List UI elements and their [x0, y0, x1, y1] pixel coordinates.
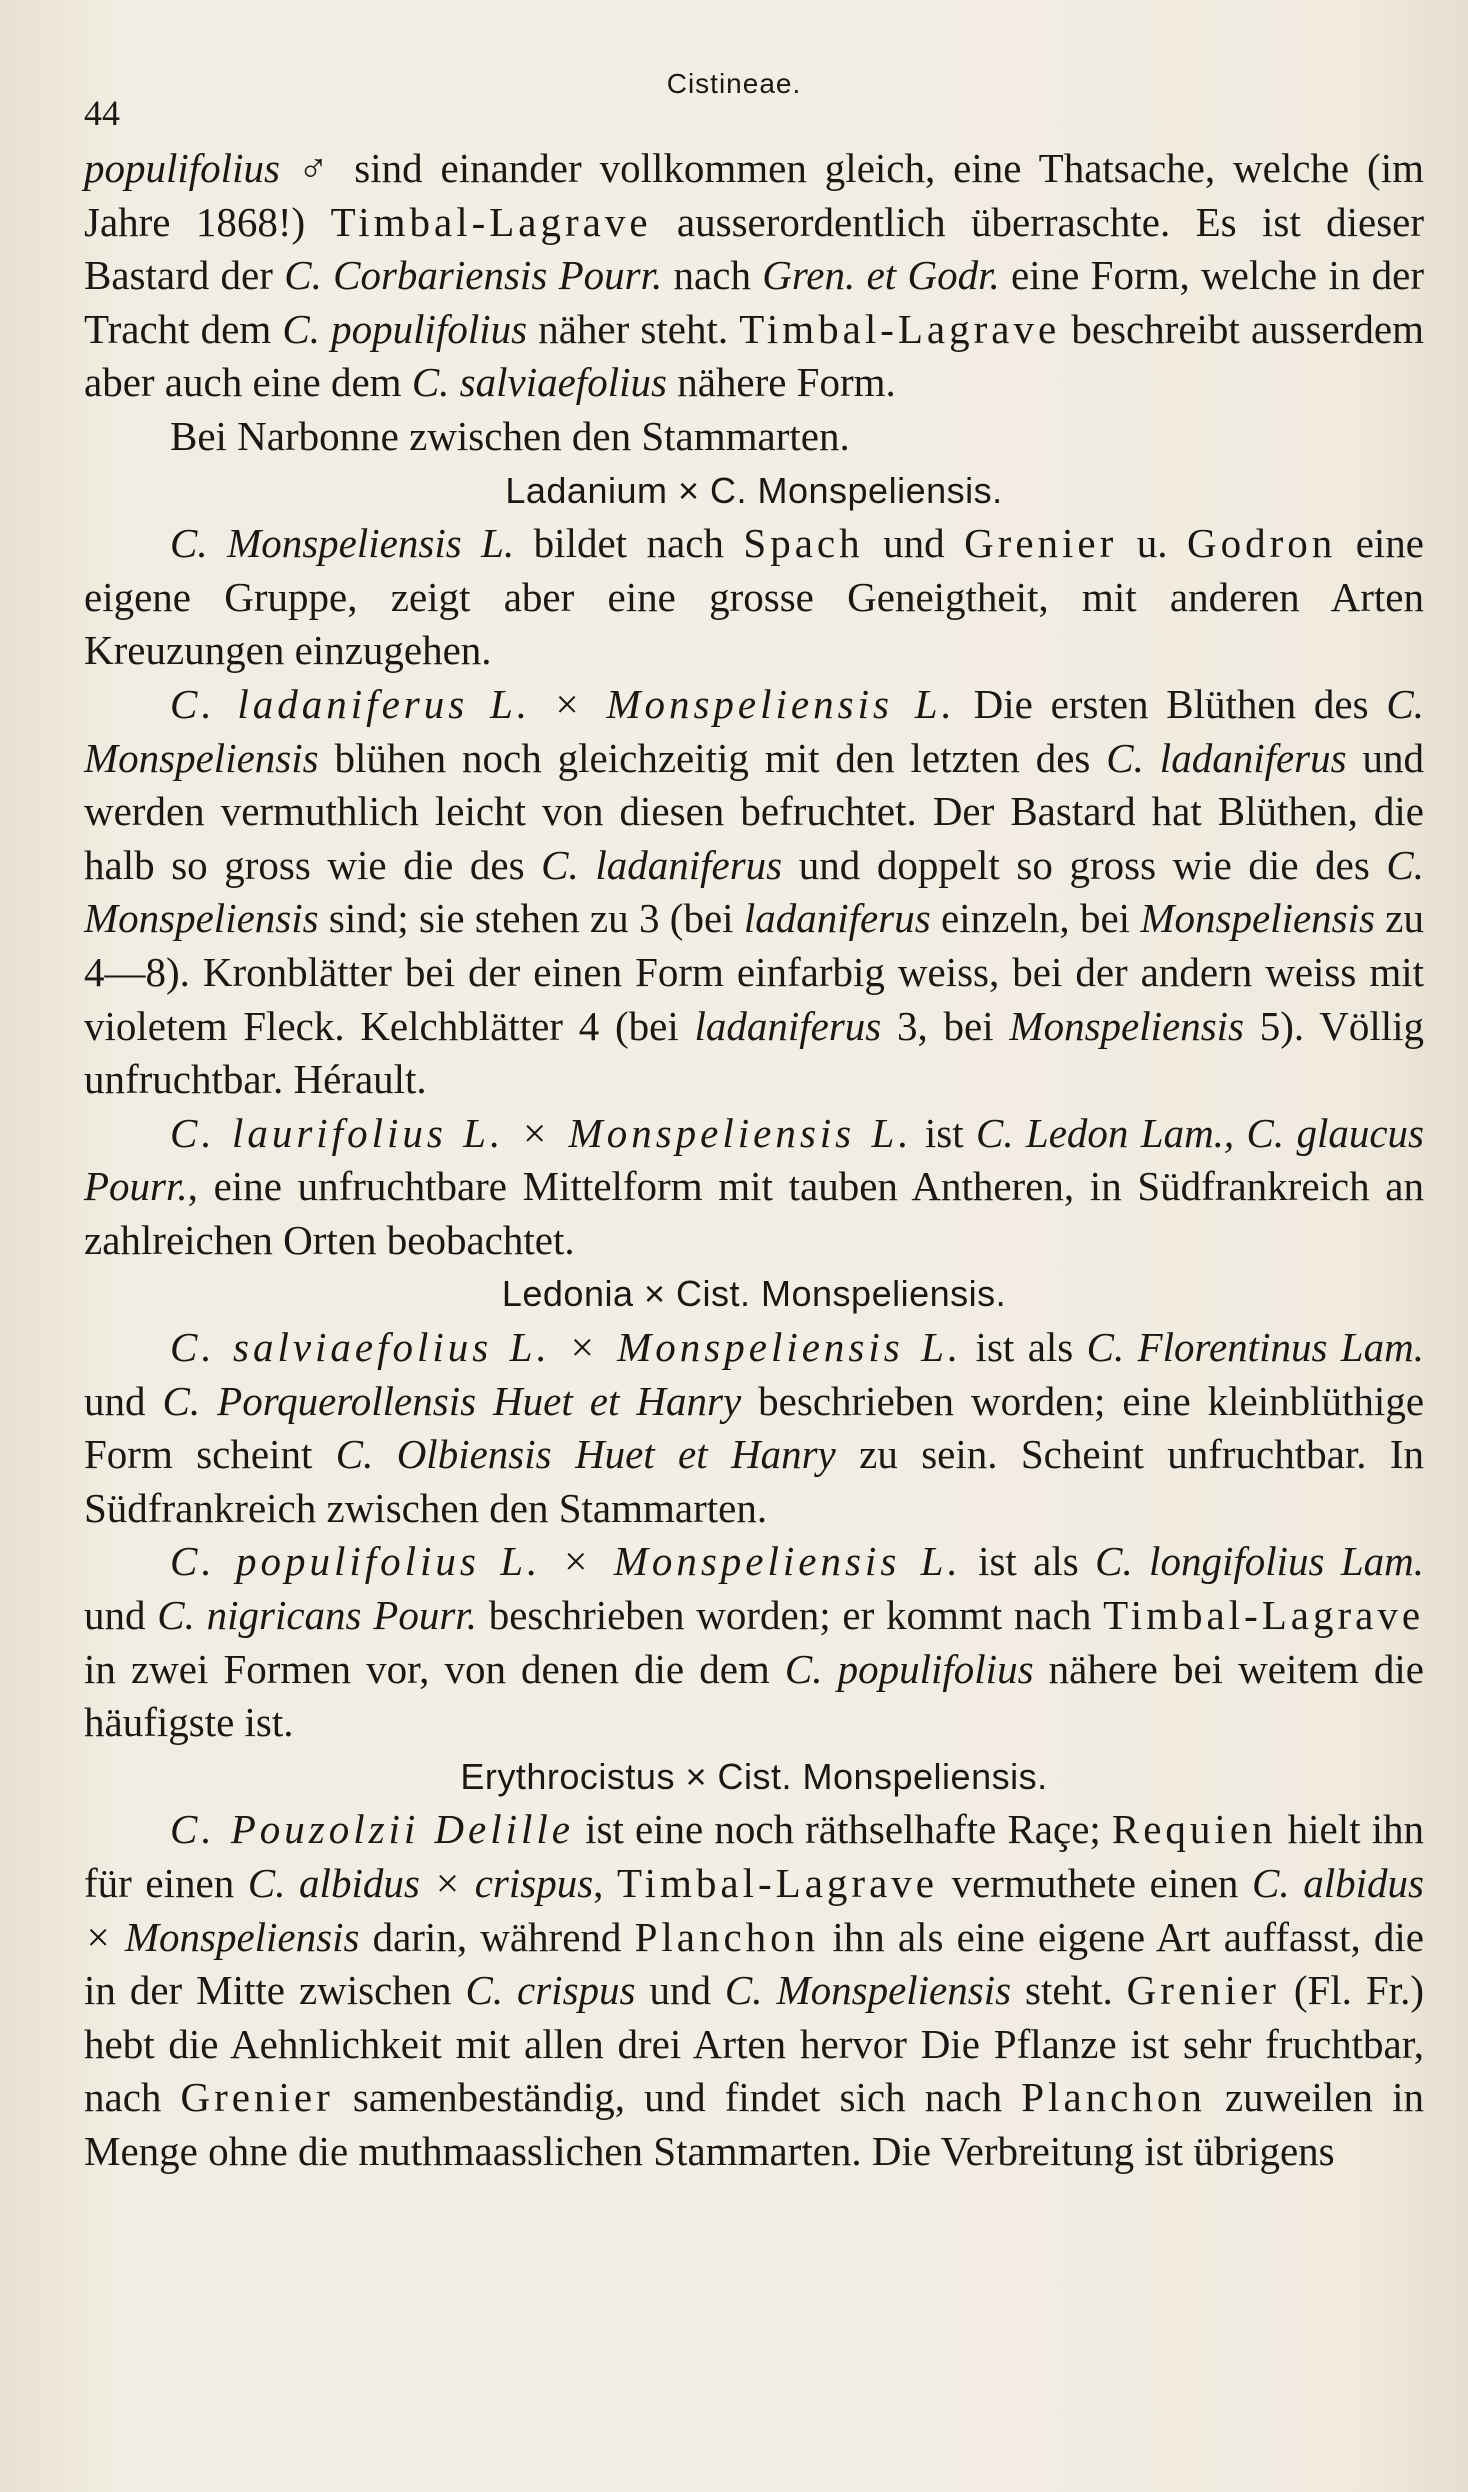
- author-name: Godron: [1186, 520, 1337, 567]
- paragraph-locality: [84, 410, 1424, 464]
- section-heading-ledonia: Ledonia × Cist. Monspeliensis.: [501, 1273, 1007, 1315]
- author-name: Grenier: [180, 2074, 334, 2121]
- paragraph-ladaniferus: [84, 678, 1424, 1107]
- text-run: hielt ihn für einen: [84, 1806, 1424, 1906]
- italic-text: ladaniferus: [743, 895, 931, 942]
- italic-text: C. Monspeliensis: [84, 680, 1424, 781]
- text-run: steht.: [1011, 1967, 1127, 2014]
- italic-text: C. Monspeliensis: [84, 841, 1424, 942]
- italic-text: C. crispus: [465, 1967, 636, 2014]
- author-name: Timbal-Lagrave: [617, 1860, 938, 1906]
- italic-text: C. Porquerollensis Huet et Hanry: [162, 1377, 742, 1424]
- text-run: und: [863, 520, 965, 567]
- paragraph-laurifolius: [84, 1107, 1424, 1268]
- text-run: nähere bei weitem die häufigste ist.: [84, 1645, 1425, 1746]
- section-heading-erythrocistus: Erythrocistus × Cist. Monspeliensis.: [460, 1755, 1048, 1797]
- author-name: Grenier: [964, 520, 1118, 567]
- text-run: ist als: [961, 1538, 1096, 1585]
- italic-text: C. Olbiensis Huet et Hanry: [335, 1431, 836, 1478]
- author-name: Spach: [743, 520, 864, 567]
- text-run: 3, bei: [881, 1002, 1010, 1049]
- author-name: Requien: [1111, 1806, 1277, 1853]
- italic-text: C. ladaniferus: [1106, 734, 1347, 781]
- italic-text: Monspeliensis: [1009, 1002, 1245, 1049]
- paragraph-continuation: [84, 142, 1424, 410]
- author-name: Grenier: [1126, 1967, 1280, 2014]
- text-run: und werden vermuthlich leicht von diesen befruchtet. Der Bastard hat Blüthen, die halb so gross wie die des: [84, 734, 1425, 888]
- italic-text: C. Ledon Lam., C. glaucus Pourr.: [84, 1109, 1425, 1210]
- text-run: ausserordentlich überraschte. Es ist dieser Bastard der: [84, 198, 1425, 299]
- text-run: Bei Narbonne zwischen den Stammarten.: [170, 412, 850, 459]
- text-run: beschrieben worden; eine kleinblüthige Form scheint: [84, 1377, 1425, 1478]
- text-run: Die ersten Blüthen des: [955, 680, 1387, 727]
- text-run: zuweilen in Menge ohne die muthmaasslichen Stammarten. Die Verbreitung ist übrigens: [84, 2074, 1424, 2174]
- text-run: beschrieben worden; er kommt nach: [476, 1592, 1104, 1639]
- hybrid-name: C. Pouzolzii Delille: [170, 1806, 574, 1853]
- text-run: sind einander vollkommen gleich, eine Thatsache, welche (im Jahre 1868!): [84, 145, 1424, 245]
- italic-text: C. Monspeliensis: [724, 1967, 1012, 2014]
- page-body: [84, 142, 1424, 2179]
- paragraph-monspeliensis: [84, 517, 1424, 678]
- text-run: und doppelt so gross wie die des: [782, 841, 1387, 888]
- text-run: 5). Völlig unfruchtbar. Hérault.: [84, 1002, 1424, 1103]
- hybrid-name: C. laurifolius L. × Monspeliensis L.: [170, 1109, 913, 1156]
- italic-text: C. longifolius Lam.: [1095, 1538, 1424, 1585]
- italic-text: C. nigricans Pourr.: [157, 1592, 477, 1639]
- italic-text: ladaniferus: [694, 1002, 882, 1049]
- author-name: Timbal-Lagrave: [330, 198, 652, 245]
- italic-text: C. Florentinus Lam.: [1086, 1324, 1424, 1371]
- hybrid-name: C. salviaefolius L. × Monspeliensis L.: [170, 1324, 963, 1371]
- text-run: sind; sie stehen zu 3 (bei: [318, 895, 744, 942]
- hybrid-name: C. ladaniferus L. × Monspeliensis L.: [170, 680, 956, 727]
- paragraph-pouzolzii: [84, 1803, 1424, 2178]
- text-run: und: [84, 1592, 158, 1639]
- text-run: (Fl. Fr.) hebt die Aehnlichkeit mit allen drei Arten hervor Die Pflanze ist sehr fruchtbar, nach: [84, 1967, 1424, 2121]
- text-run: vermuthete einen: [937, 1860, 1253, 1906]
- italic-text: C. salviaefolius: [411, 359, 667, 406]
- text-run: bildet nach: [514, 520, 744, 567]
- italic-text: C. ladaniferus: [541, 841, 783, 888]
- author-name: Planchon: [634, 1913, 820, 1960]
- author-name: Planchon: [1021, 2074, 1206, 2121]
- italic-text: C. albidus × Monspeliensis: [84, 1860, 1425, 1960]
- italic-text: C. populifolius: [784, 1645, 1034, 1692]
- text-run: ist als: [962, 1324, 1087, 1371]
- text-run: und: [635, 1967, 725, 2014]
- text-run: einzeln, bei: [930, 895, 1141, 942]
- text-run: ist: [912, 1109, 976, 1156]
- italic-text: C. populifolius: [282, 305, 528, 352]
- text-run: , eine unfruchtbare Mittelform mit tauben Antheren, in Südfrankreich an zahlreichen Orten beobachtet.: [84, 1163, 1424, 1263]
- text-run: nähere Form.: [666, 359, 896, 406]
- italic-text: C. Corbariensis Pourr.: [284, 252, 663, 299]
- text-run: u.: [1117, 520, 1187, 567]
- text-run: ist eine noch räthselhafte Raçe;: [574, 1806, 1112, 1853]
- text-run: beschreibt ausserdem aber auch eine dem: [84, 305, 1424, 406]
- text-run: samenbeständig, und findet sich nach: [333, 2074, 1022, 2121]
- text-run: darin, während: [359, 1913, 635, 1960]
- text-run: ihn als eine eigene Art auffasst, die in der Mitte zwischen: [84, 1913, 1424, 2014]
- text-run: blühen noch gleichzeitig mit den letzten des: [318, 734, 1107, 781]
- text-run: eine Form, welche in der Tracht dem: [84, 252, 1424, 352]
- text-run: zu 4—8). Kronblätter bei der einen Form einfarbig weiss, bei der andern weiss mit violetem Fleck. Kelchblätter 4 (bei: [84, 895, 1424, 1049]
- italic-text: C. albidus × crispus: [247, 1860, 594, 1906]
- text-run: zu sein. Scheint unfruchtbar. In Südfrankreich zwischen den Stammarten.: [84, 1431, 1424, 1531]
- text-run: näher steht.: [527, 305, 740, 352]
- author-name: Timbal-Lagrave: [1103, 1592, 1425, 1639]
- italic-text: C. Monspeliensis L.: [170, 520, 515, 567]
- page-header: [0, 62, 1468, 133]
- section-heading-ladanium: Ladanium × C. Monspeliensis.: [505, 469, 1003, 511]
- italic-text: populifolius ♂: [84, 145, 337, 191]
- text-run: ,: [593, 1860, 618, 1906]
- author-name: Timbal-Lagrave: [739, 305, 1061, 352]
- paragraph-populifolius: [84, 1535, 1424, 1749]
- running-head: Cistineae.: [666, 68, 802, 99]
- italic-text: Monspeliensis: [1140, 895, 1375, 942]
- text-run: eine eigene Gruppe, zeigt aber eine grosse Geneigtheit, mit anderen Arten Kreuzungen einzugehen.: [84, 520, 1424, 674]
- text-run: und: [84, 1377, 163, 1424]
- text-run: in zwei Formen vor, von denen die dem: [84, 1645, 785, 1692]
- italic-text: Gren. et Godr.: [762, 252, 1000, 299]
- text-run: nach: [662, 252, 763, 299]
- hybrid-name: C. populifolius L. × Monspeliensis L.: [170, 1538, 962, 1585]
- page-number: 44: [84, 93, 120, 133]
- paragraph-salviaefolius: [84, 1321, 1424, 1535]
